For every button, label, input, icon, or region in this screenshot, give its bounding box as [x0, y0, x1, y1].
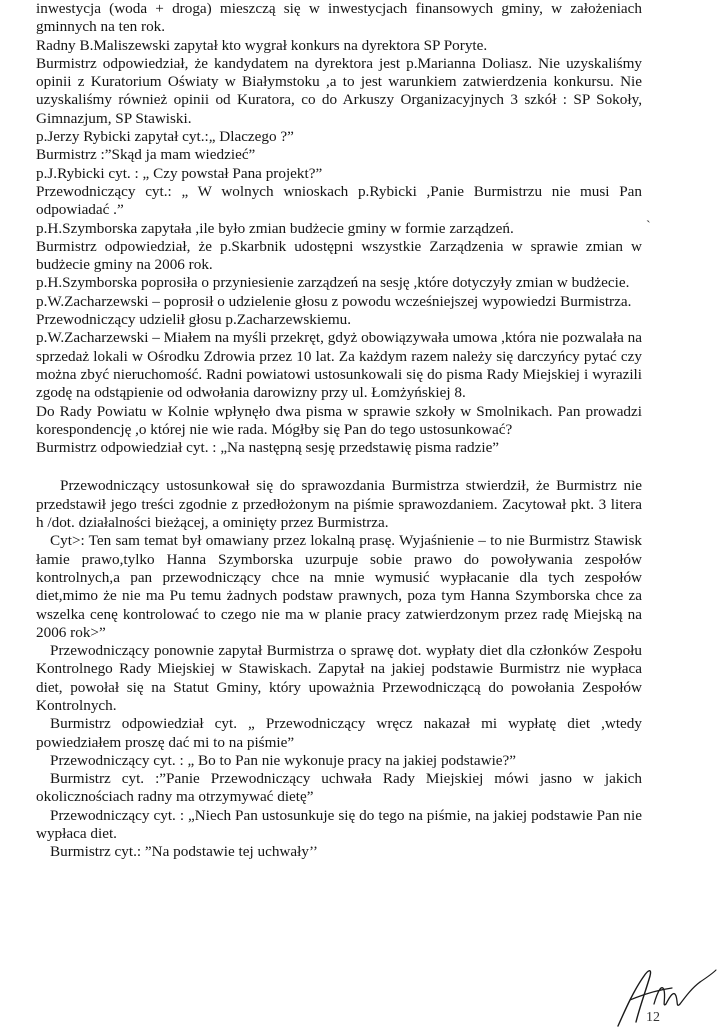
paragraph: Burmistrz cyt.: ”Na podstawie tej uchwały’’: [50, 843, 318, 861]
paragraph: p.W.Zacharzewski – poprosił o udzielenie głosu z powodu wcześniejszej wypowiedzi Burmistrza.: [36, 292, 632, 310]
paragraph: Do Rady Powiatu w Kolnie wpłynęło dwa pisma w sprawie szkoły w Smolnikach. Pan prowadzi korespondencję ,o której nie wie rada. Mógłby się Pan do tego ustosunkować?: [36, 402, 642, 438]
paragraph: Burmistrz odpowiedział cyt. „ Przewodniczący wręcz nakazał mi wypłatę diet ,wtedy powiedziałem proszę dać mi to na piśmie”: [36, 715, 642, 751]
paragraph: inwestycja (woda + droga) mieszczą się w inwestycjach finansowych gminy, w założeniach gminnych na ten rok.: [36, 0, 642, 36]
paragraph-quote: Cyt>: Ten sam temat był omawiany przez lokalną prasę. Wyjaśnienie – to nie Burmistrz Stawisk łamie prawo,tylko Hanna Szymborska uzurpuje sobie prawo do powoływania zespołów kontrolnych,a pan przewodniczący chce na mnie wymusić wypłacanie dla tych zespołów diet,mimo że nie ma Pu temu żadnych podstaw prawnych, poza tym Hanna Szymborska chce za wszelka cenę kontrolować to czego nie ma w planie pracy zatwierdzonym przez radę Miejską na 2006 rok>”: [36, 532, 642, 641]
section-gap: [36, 457, 642, 477]
paragraph: Przewodniczący ustosunkował się do sprawozdania Burmistrza stwierdził, że Burmistrz nie przedstawił jego treści zgodnie z przedłożonym na piśmie sprawozdaniem. Zacytował pkt. 3 litera h /dot. działalności bieżącej, a ominięty przez Burmistrza.: [36, 477, 642, 532]
paragraph: Burmistrz :”Skąd ja mam wiedzieć”: [36, 146, 256, 164]
paragraph: Burmistrz odpowiedział, że kandydatem na dyrektora jest p.Marianna Doliasz. Nie uzyskaliśmy opinii z Kuratorium Oświaty w Białymstoku ,a to jest warunkiem zatwierdzenia konkursu. Nie uzyskaliśmy również opinii od Kuratora, co do Arkuszy Organizacyjnych 3 szkół : SP Sokoły, Gimnazjum, SP Stawiski.: [36, 54, 642, 127]
page-number: 12: [646, 1010, 660, 1025]
paragraph: p.H.Szymborska zapytała ,ile było zmian budżecie gminy w formie zarządzeń.: [36, 219, 514, 237]
paragraph: Radny B.Maliszewski zapytał kto wygrał konkurs na dyrektora SP Poryte.: [36, 36, 488, 54]
paragraph: Przewodniczący cyt. : „Niech Pan ustosunkuje się do tego na piśmie, na jakiej podstawie Pan nie wypłaca diet.: [36, 806, 642, 843]
paragraph: Przewodniczący ponownie zapytał Burmistrza o sprawę dot. wypłaty diet dla członków Zespołu Kontrolnego Rady Miejskiej w Stawiskach. Zapytał na jakiej podstawie Burmistrz nie wypłaca diet, powołał się na Statut Gminy, który upoważnia Przewodniczącą do powołania Zespołów Kontrolnych.: [36, 642, 642, 714]
paragraph: p.W.Zacharzewski – Miałem na myśli przekręt, gdyż obowiązywała umowa ,która nie pozwalała na sprzedaż lokali w Ośrodku Zdrowia przez 10 lat. Za każdym razem należy się darczyńcy pytać czy można zbyć nieruchomość. Radni powiatowi ustosunkowali się do pisma Rady Miejskiej i wyrazili zgodę na odstąpienie od odwołania darowizny przy ul. Łomżyńskiej 8.: [36, 329, 642, 402]
paragraph: Przewodniczący udzielił głosu p.Zacharzewskiemu.: [36, 311, 352, 329]
paragraph: p.J.Rybicki cyt. : „ Czy powstał Pana projekt?”: [36, 164, 323, 182]
paragraph: Burmistrz odpowiedział, że p.Skarbnik udostępni wszystkie Zarządzenia w sprawie zmian w budżecie gminy na 2006 rok.: [36, 237, 642, 274]
paragraph: Przewodniczący cyt.: „ W wolnych wnioskach p.Rybicki ,Panie Burmistrzu nie musi Pan odpowiadać .”: [36, 182, 642, 219]
margin-mark: `: [646, 219, 651, 234]
paragraph: Burmistrz cyt. :”Panie Przewodniczący uchwała Rady Miejskiej mówi jasno w jakich okolicznościach radny ma otrzymywać dietę”: [36, 770, 642, 806]
paragraph: Przewodniczący cyt. : „ Bo to Pan nie wykonuje pracy na jakiej podstawie?”: [50, 751, 517, 769]
paragraph: p.Jerzy Rybicki zapytał cyt.:„ Dlaczego ?”: [36, 128, 294, 146]
document-body: [36, 0, 642, 862]
paragraph: Burmistrz odpowiedział cyt. : „Na następną sesję przedstawię pisma radzie”: [36, 439, 500, 457]
paragraph: p.H.Szymborska poprosiła o przyniesienie zarządzeń na sesję ,które dotyczyły zmian w budżecie.: [36, 274, 630, 292]
